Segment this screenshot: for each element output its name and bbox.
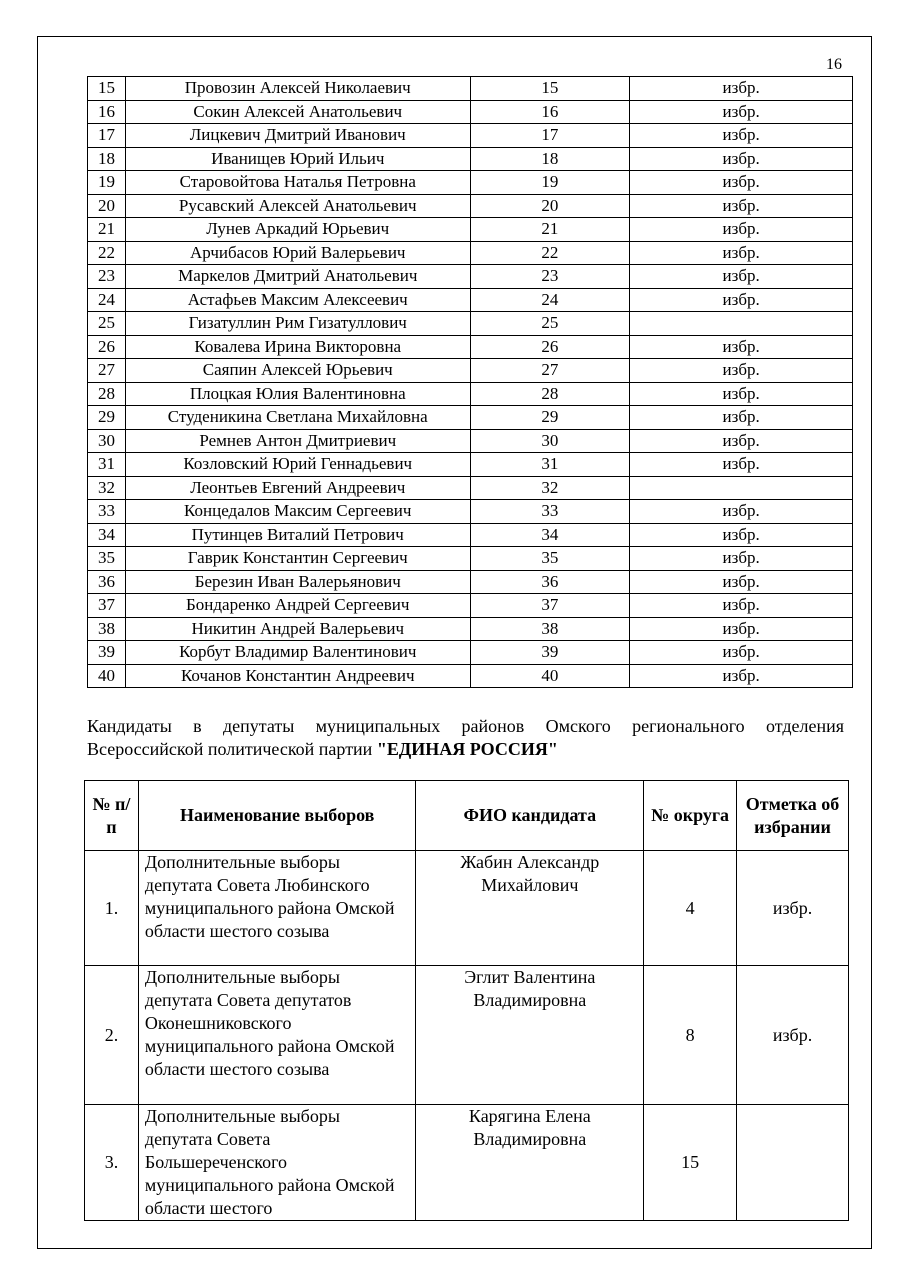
okrug-number: 22	[470, 241, 630, 265]
candidate-name: Корбут Владимир Валентинович	[125, 641, 470, 665]
okrug-number: 15	[470, 77, 630, 101]
row-number: 3.	[85, 1105, 139, 1221]
election-mark: избр.	[630, 124, 853, 148]
header-num: № п/п	[85, 781, 139, 851]
page-number: 16	[826, 56, 842, 73]
okrug-number: 35	[470, 547, 630, 571]
table-row	[88, 194, 853, 218]
row-number: 30	[88, 429, 126, 453]
table-row	[88, 335, 853, 359]
election-mark: избр.	[630, 241, 853, 265]
row-number: 25	[88, 312, 126, 336]
election-name: Дополнительные выборы депутата Совета Любинского муниципального района Омской области шестого созыва	[138, 851, 416, 966]
row-number: 16	[88, 100, 126, 124]
okrug-number: 34	[470, 523, 630, 547]
table-row	[88, 241, 853, 265]
table-row	[88, 500, 853, 524]
election-mark: избр.	[630, 453, 853, 477]
table-row	[88, 617, 853, 641]
row-number: 35	[88, 547, 126, 571]
row-number: 19	[88, 171, 126, 195]
header-election-name: Наименование выборов	[138, 781, 416, 851]
okrug-number: 21	[470, 218, 630, 242]
table-row	[88, 594, 853, 618]
table-row	[88, 453, 853, 477]
row-number: 1.	[85, 851, 139, 966]
election-mark: избр.	[630, 523, 853, 547]
election-mark: избр.	[630, 641, 853, 665]
table-row	[88, 406, 853, 430]
election-mark: избр.	[630, 500, 853, 524]
okrug-number: 32	[470, 476, 630, 500]
candidate-name: Ковалева Ирина Викторовна	[125, 335, 470, 359]
candidate-name: Саяпин Алексей Юрьевич	[125, 359, 470, 383]
candidates-table-body	[88, 77, 853, 688]
okrug-number: 4	[644, 851, 737, 966]
party-name: "ЕДИНАЯ РОССИЯ"	[376, 739, 558, 759]
okrug-number: 18	[470, 147, 630, 171]
candidate-name: Ремнев Антон Дмитриевич	[125, 429, 470, 453]
election-mark: избр.	[630, 617, 853, 641]
candidate-name: Путинцев Виталий Петрович	[125, 523, 470, 547]
candidate-name: Бондаренко Андрей Сергеевич	[125, 594, 470, 618]
okrug-number: 17	[470, 124, 630, 148]
intro-party-prefix: Всероссийской политической партии	[87, 739, 377, 759]
row-number: 38	[88, 617, 126, 641]
table-row	[88, 523, 853, 547]
okrug-number: 15	[644, 1105, 737, 1221]
table-row	[88, 664, 853, 688]
okrug-number: 23	[470, 265, 630, 289]
table-row	[88, 100, 853, 124]
okrug-number: 20	[470, 194, 630, 218]
okrug-number: 40	[470, 664, 630, 688]
election-mark: избр.	[737, 966, 849, 1105]
row-number: 29	[88, 406, 126, 430]
candidate-name: Сокин Алексей Анатольевич	[125, 100, 470, 124]
okrug-number: 38	[470, 617, 630, 641]
candidate-name: Иванищев Юрий Ильич	[125, 147, 470, 171]
okrug-number: 31	[470, 453, 630, 477]
election-mark: избр.	[630, 406, 853, 430]
row-number: 40	[88, 664, 126, 688]
header-candidate: ФИО кандидата	[416, 781, 644, 851]
election-mark	[737, 1105, 849, 1221]
row-number: 24	[88, 288, 126, 312]
row-number: 23	[88, 265, 126, 289]
header-okrug: № округа	[644, 781, 737, 851]
row-number: 17	[88, 124, 126, 148]
candidate-name: Жабин Александр Михайлович	[416, 851, 644, 966]
election-mark: избр.	[630, 547, 853, 571]
table-row	[88, 547, 853, 571]
okrug-number: 33	[470, 500, 630, 524]
row-number: 21	[88, 218, 126, 242]
table-row	[88, 476, 853, 500]
okrug-number: 36	[470, 570, 630, 594]
table-row	[88, 147, 853, 171]
election-mark: избр.	[630, 664, 853, 688]
election-mark: избр.	[630, 147, 853, 171]
candidate-name: Никитин Андрей Валерьевич	[125, 617, 470, 641]
election-mark: избр.	[630, 218, 853, 242]
table-row	[88, 124, 853, 148]
candidate-name: Концедалов Максим Сергеевич	[125, 500, 470, 524]
districts-table-body	[85, 851, 849, 1221]
okrug-number: 37	[470, 594, 630, 618]
candidate-name: Эглит Валентина Владимировна	[416, 966, 644, 1105]
header-mark: Отметка об избрании	[737, 781, 849, 851]
row-number: 15	[88, 77, 126, 101]
section-intro	[87, 715, 844, 761]
candidate-name: Лунев Аркадий Юрьевич	[125, 218, 470, 242]
table-row	[88, 312, 853, 336]
candidate-name: Арчибасов Юрий Валерьевич	[125, 241, 470, 265]
okrug-number: 25	[470, 312, 630, 336]
okrug-number: 30	[470, 429, 630, 453]
table-row	[88, 429, 853, 453]
candidate-name: Козловский Юрий Геннадьевич	[125, 453, 470, 477]
election-mark: избр.	[630, 429, 853, 453]
row-number: 32	[88, 476, 126, 500]
table-row	[88, 641, 853, 665]
election-name: Дополнительные выборы депутата Совета Большереченского муниципального района Омской области шестого	[138, 1105, 416, 1221]
row-number: 37	[88, 594, 126, 618]
election-mark: избр.	[630, 359, 853, 383]
candidate-name: Гизатуллин Рим Гизатуллович	[125, 312, 470, 336]
candidate-name: Студеникина Светлана Михайловна	[125, 406, 470, 430]
election-mark: избр.	[630, 288, 853, 312]
row-number: 27	[88, 359, 126, 383]
row-number: 18	[88, 147, 126, 171]
candidate-name: Русавский Алексей Анатольевич	[125, 194, 470, 218]
election-mark	[630, 476, 853, 500]
row-number: 20	[88, 194, 126, 218]
candidate-name: Кочанов Константин Андреевич	[125, 664, 470, 688]
election-mark: избр.	[630, 194, 853, 218]
election-mark: избр.	[630, 265, 853, 289]
election-mark: избр.	[630, 171, 853, 195]
candidate-name: Гаврик Константин Сергеевич	[125, 547, 470, 571]
election-mark: избр.	[737, 851, 849, 966]
table-row	[88, 77, 853, 101]
table-row	[88, 382, 853, 406]
table-row	[88, 288, 853, 312]
okrug-number: 26	[470, 335, 630, 359]
candidate-name: Старовойтова Наталья Петровна	[125, 171, 470, 195]
districts-header-row	[85, 781, 849, 851]
districts-table	[84, 780, 849, 1221]
row-number: 31	[88, 453, 126, 477]
candidate-name: Карягина Елена Владимировна	[416, 1105, 644, 1221]
row-number: 26	[88, 335, 126, 359]
okrug-number: 16	[470, 100, 630, 124]
table-row	[88, 570, 853, 594]
election-mark: избр.	[630, 382, 853, 406]
table-row	[88, 265, 853, 289]
election-mark	[630, 312, 853, 336]
candidate-name: Березин Иван Валерьянович	[125, 570, 470, 594]
row-number: 2.	[85, 966, 139, 1105]
okrug-number: 28	[470, 382, 630, 406]
okrug-number: 24	[470, 288, 630, 312]
row-number: 34	[88, 523, 126, 547]
okrug-number: 19	[470, 171, 630, 195]
election-mark: избр.	[630, 335, 853, 359]
table-row	[85, 966, 849, 1105]
okrug-number: 8	[644, 966, 737, 1105]
row-number: 33	[88, 500, 126, 524]
election-mark: избр.	[630, 77, 853, 101]
candidate-name: Астафьев Максим Алексеевич	[125, 288, 470, 312]
row-number: 22	[88, 241, 126, 265]
okrug-number: 27	[470, 359, 630, 383]
okrug-number: 39	[470, 641, 630, 665]
intro-line-2	[87, 738, 844, 761]
table-row	[85, 851, 849, 966]
election-mark: избр.	[630, 594, 853, 618]
candidate-name: Плоцкая Юлия Валентиновна	[125, 382, 470, 406]
table-row	[88, 359, 853, 383]
election-mark: избр.	[630, 570, 853, 594]
row-number: 39	[88, 641, 126, 665]
table-row	[85, 1105, 849, 1221]
table-row	[88, 218, 853, 242]
row-number: 28	[88, 382, 126, 406]
candidate-name: Маркелов Дмитрий Анатольевич	[125, 265, 470, 289]
intro-line-1: Кандидаты в депутаты муниципальных районов Омского регионального отделения	[87, 716, 844, 736]
candidate-name: Лицкевич Дмитрий Иванович	[125, 124, 470, 148]
row-number: 36	[88, 570, 126, 594]
election-mark: избр.	[630, 100, 853, 124]
candidates-table	[87, 76, 853, 688]
okrug-number: 29	[470, 406, 630, 430]
candidate-name: Провозин Алексей Николаевич	[125, 77, 470, 101]
election-name: Дополнительные выборы депутата Совета депутатов Оконешниковского муниципального района Омской области шестого созыва	[138, 966, 416, 1105]
candidate-name: Леонтьев Евгений Андреевич	[125, 476, 470, 500]
table-row	[88, 171, 853, 195]
